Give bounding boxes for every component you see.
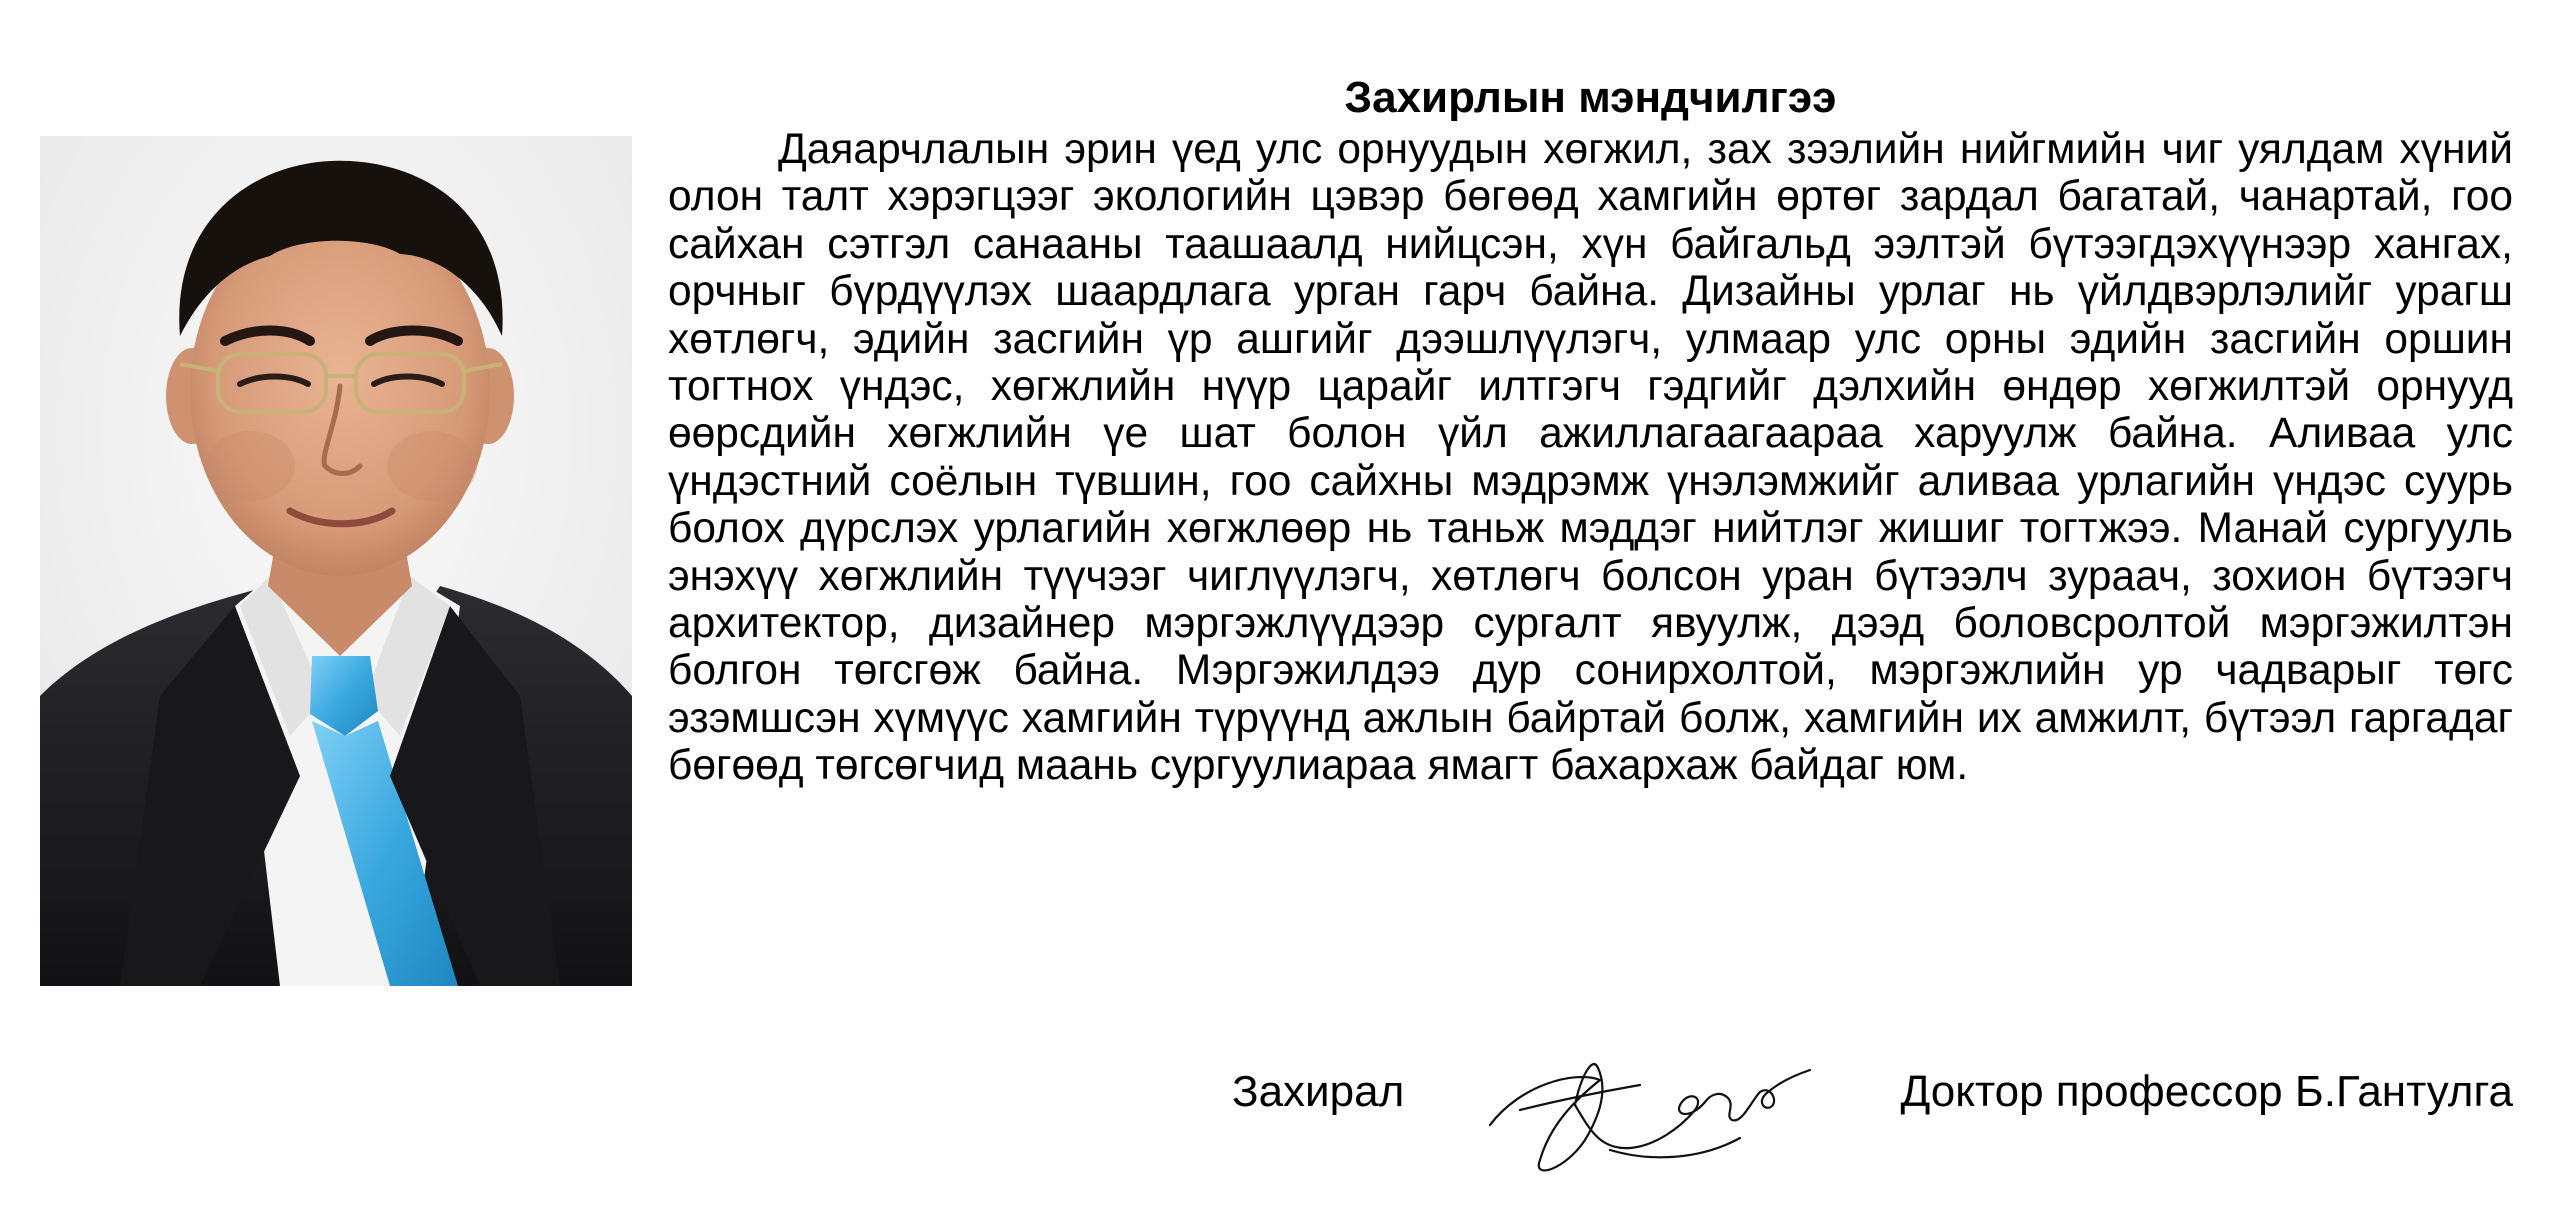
director-portrait xyxy=(40,136,632,986)
letter-body: Даяарчлалын эрин үед улс орнуудын хөгжил, зах зээлийн нийгмийн чиг уялдам хүний олон талт хэрэгцээг экологийн цэвэр бөгөөд хамгийн өртөг зардал багатай, чанартай, гоо сайхан сэтгэл санааны таашаалд нийцсэн, хүн байгальд ээлтэй бүтээгдэхүүнээр хангах, орчныг бүрдүүлэх шаардлага урган гарч байна. Дизайны урлаг нь үйлдвэрлэлийг урагш хөтлөгч, эдийн засгийн үр ашгийг дээшлүүлэгч, улмаар улс орны эдийн засгийн оршин тогтнох үндэс, хөгжлийн нүүр царайг илтгэгч гэдгийг дэлхийн өндөр хөгжилтэй орнууд өөрсдийн хөгжлийн үе шат болон үйл ажиллагаагаараа харуулж байна. Аливаа улс үндэстний соёлын түвшин, гоо сайхны мэдрэмж үнэлэмжийг аливаа урлагийн үндэс суурь болох дүрслэх урлагийн хөгжлөөр нь таньж мэддэг нийтлэг жишиг тогтжээ. Манай сургууль энэхүү хөгжлийн түүчээг чиглүүлэгч, хөтлөгч болсон уран бүтээлч зураач, зохион бүтээгч архитектор, дизайнер мэргэжлүүдээр сургалт явуулж, дээд боловсролтой мэргэжилтэн болгон төгсгөж байна. Мэргэжилдээ дур сонирхолтой, мэргэжлийн ур чадварыг төгс эзэмшсэн хүмүүс хамгийн түрүүнд ажлын байртай болж, хамгийн их амжилт, бүтээл гаргадаг бөгөөд төгсөгчид маань сургуулиараа ямагт бахархаж байдаг юм. xyxy=(668,126,2513,790)
signatory-name: Доктор профессор Б.Гантулга xyxy=(1900,1067,2513,1116)
handwritten-signature xyxy=(1480,1030,1820,1180)
page-title: Захирлын мэндчилгээ xyxy=(1344,73,1837,122)
signatory-role: Захирал xyxy=(1232,1067,1405,1116)
